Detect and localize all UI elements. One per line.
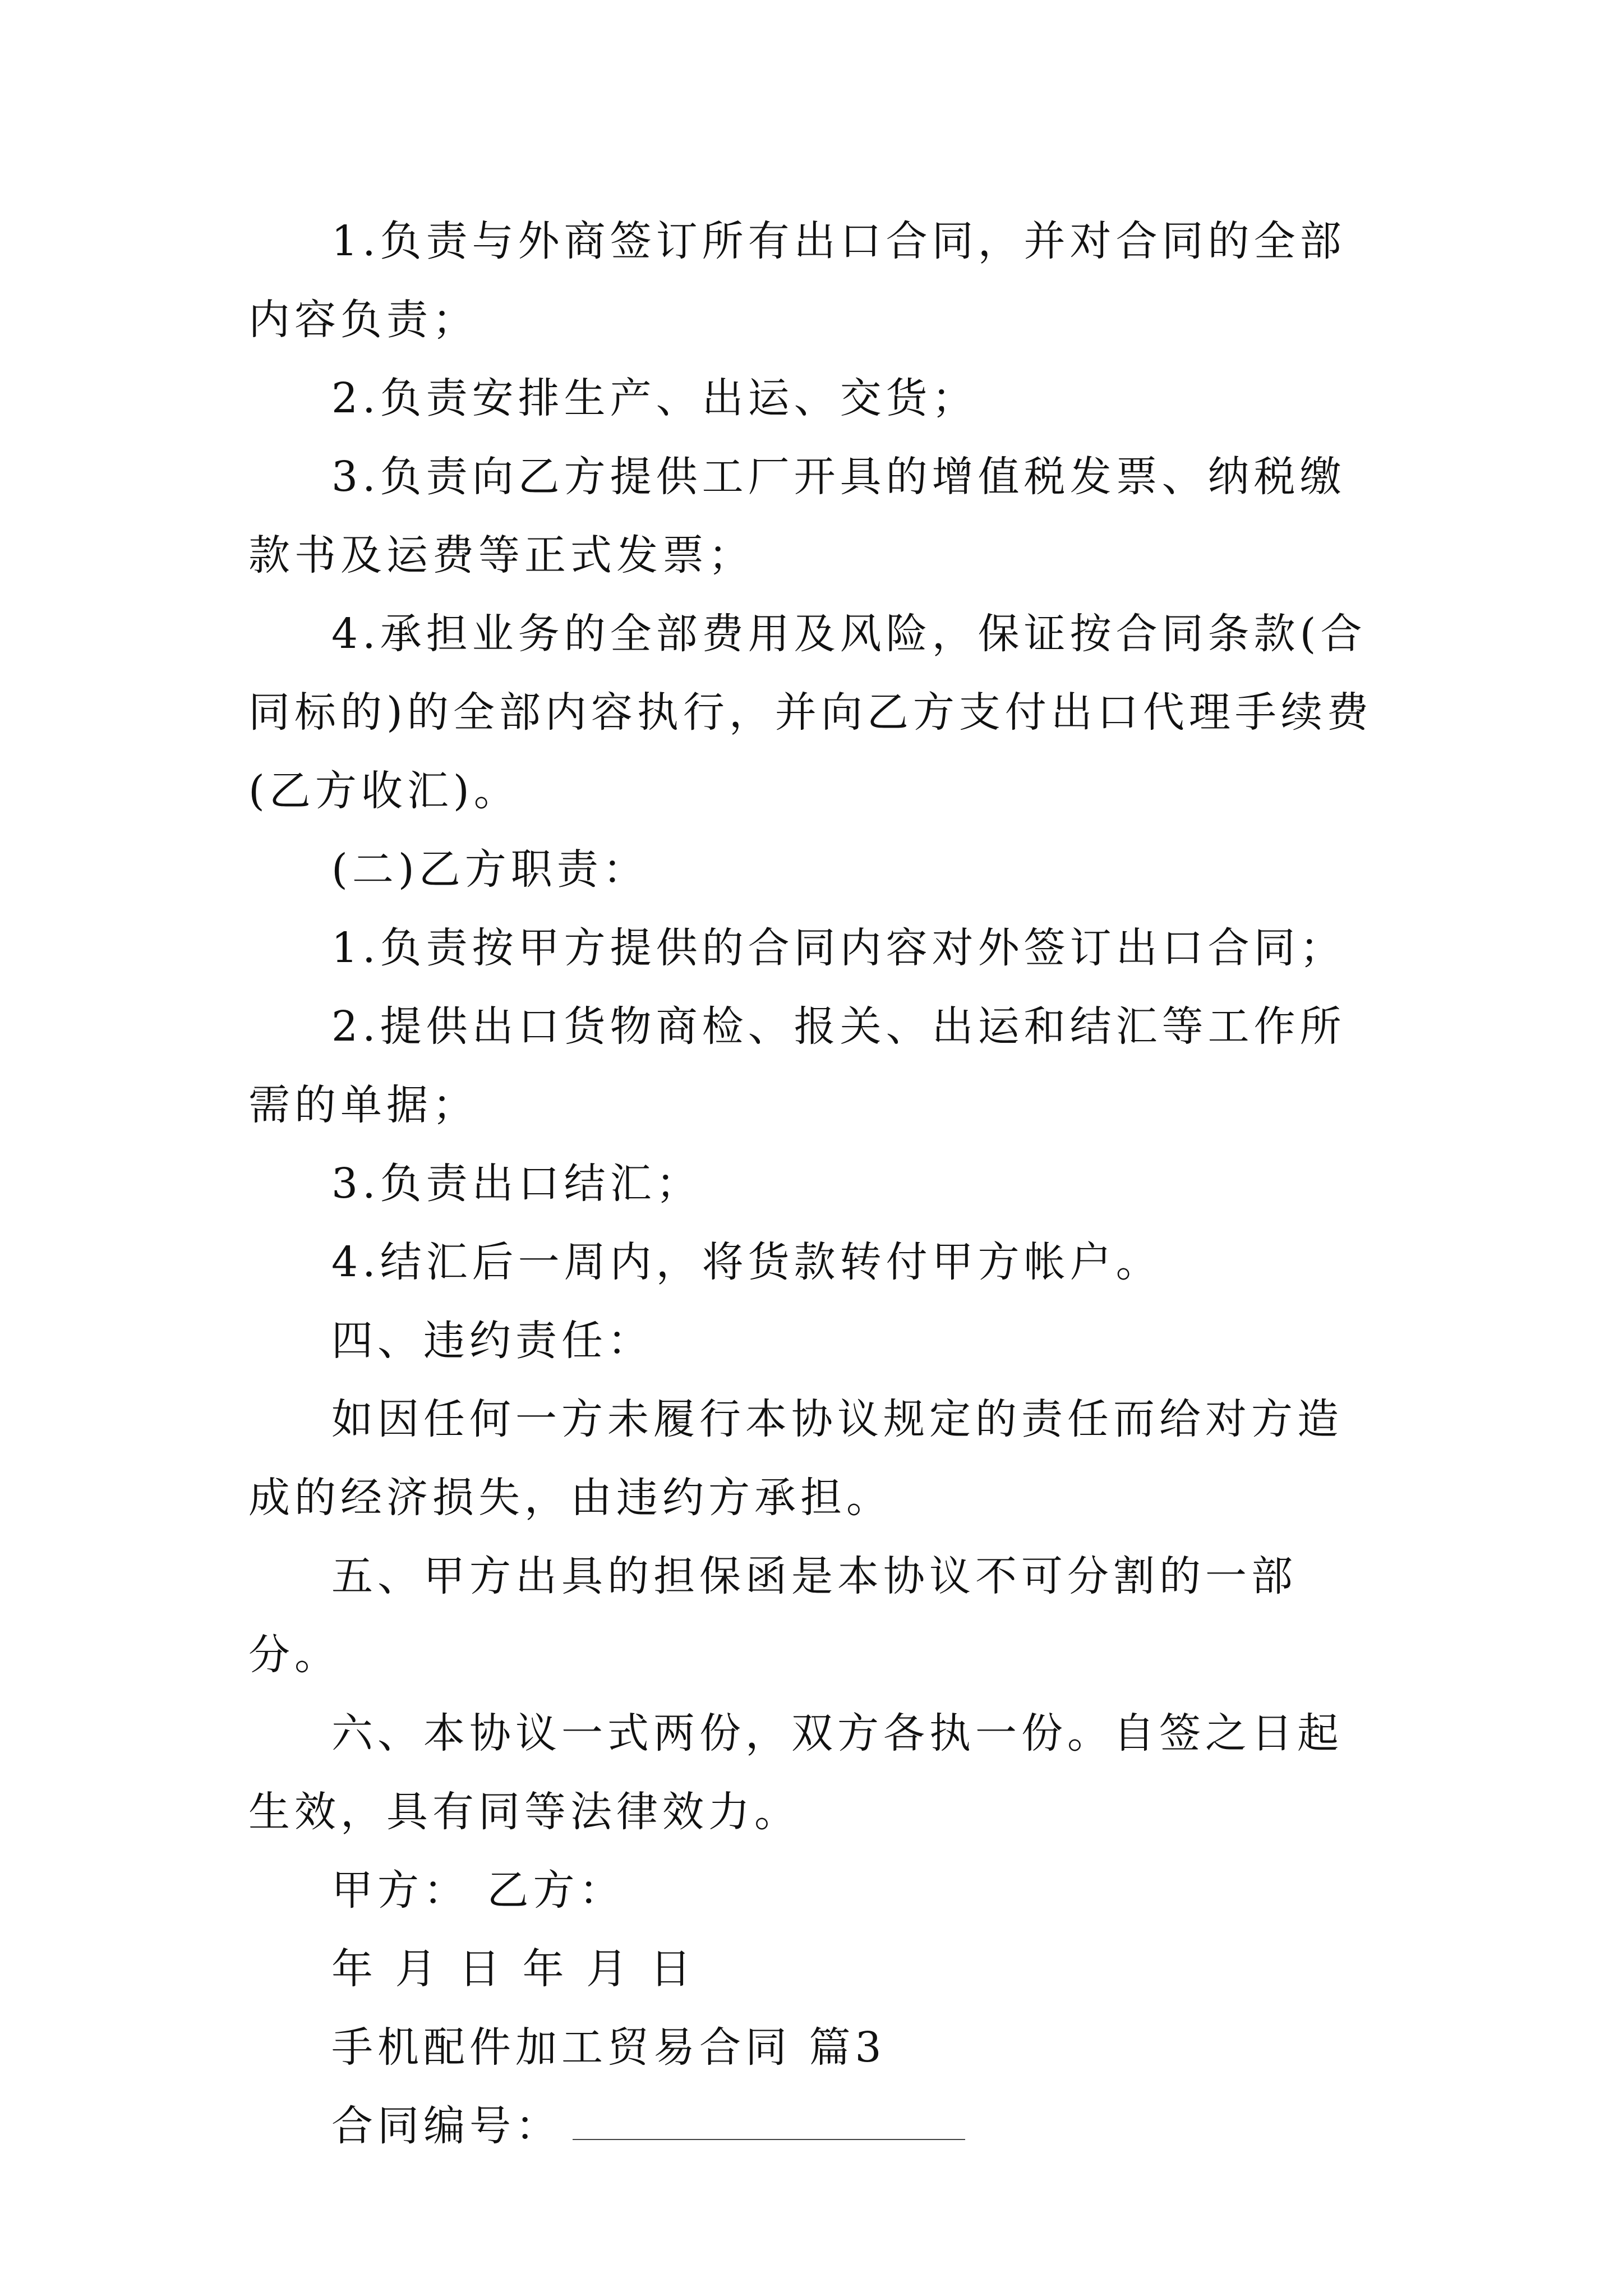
paragraph-breach-liability: 如因任何一方未履行本协议规定的责任而给对方造成的经济损失，由违约方承担。 [248, 1395, 1343, 1522]
contract-number-blank [573, 2139, 965, 2140]
paragraph-party-a-duty-4: 4.承担业务的全部费用及风险，保证按合同条款(合同标的)的全部内容执行，并向乙方支付出口代理手续费(乙方收汇)。 [248, 610, 1373, 815]
paragraph-party-b-duty-1: 1.负责按甲方提供的合同内容对外签订出口合同； [331, 924, 1346, 972]
signature-parties: 甲方： 乙方： [331, 1866, 625, 1915]
contract-number-line [248, 2087, 1387, 2165]
paragraph-party-a-duty-3: 3.负责向乙方提供工厂开具的增值税发票、纳税缴款书及运费等正式发票； [248, 453, 1346, 579]
section-title-contract-3: 手机配件加工贸易合同 篇3 [331, 2023, 886, 2072]
paragraph-copies-effect: 六、本协议一式两份，双方各执一份。自签之日起生效，具有同等法律效力。 [248, 1709, 1343, 1836]
paragraph-guarantee-letter: 五、甲方出具的担保函是本协议不可分割的一部分。 [248, 1552, 1297, 1679]
paragraph-party-a-duty-2: 2.负责安排生产、出运、交货； [331, 374, 978, 422]
heading-party-b-duties: (二)乙方职责： [331, 845, 649, 894]
signature-dates: 年 月 日 年 月 日 [331, 1945, 696, 1993]
paragraph-party-b-duty-4: 4.结汇后一周内，将货款转付甲方帐户。 [331, 1238, 1162, 1286]
paragraph-party-b-duty-2: 2.提供出口货物商检、报关、出运和结汇等工作所需的单据； [248, 1002, 1346, 1129]
document-body [248, 202, 1387, 2165]
contract-number-label: 合同编号： [331, 2102, 561, 2150]
heading-breach-liability: 四、违约责任： [331, 1317, 653, 1365]
paragraph-party-a-duty-1: 1.负责与外商签订所有出口合同，并对合同的全部内容负责； [248, 217, 1346, 344]
paragraph-party-b-duty-3: 3.负责出口结汇； [331, 1159, 702, 1208]
